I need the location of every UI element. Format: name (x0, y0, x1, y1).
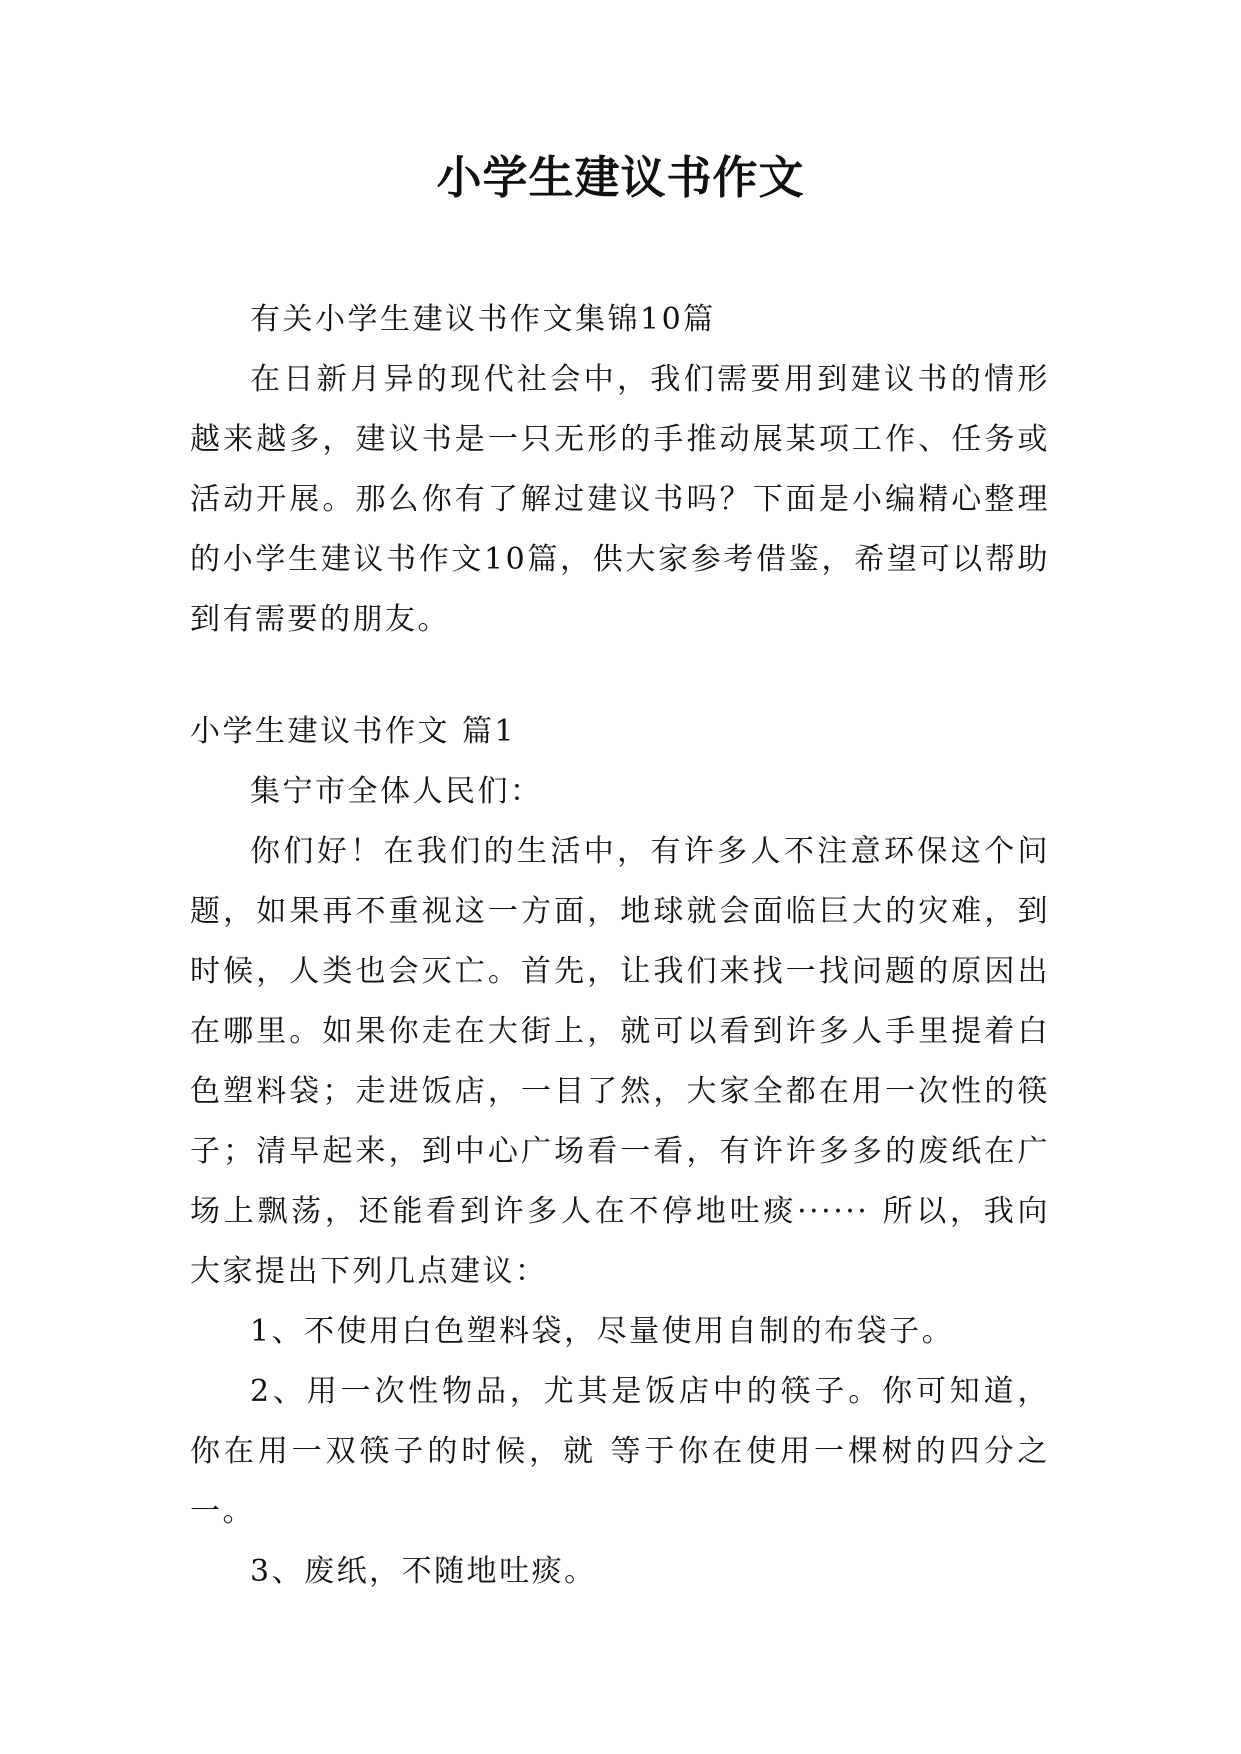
section-heading: 小学生建议书作文 篇1 (190, 714, 517, 749)
document-title: 小学生建议书作文 (436, 151, 805, 204)
intro-paragraph: 在日新月异的现代社会中，我们需要用到建议书的情形越来越多，建议书是一只无形的手推动展某项工作、任务或活动开展。那么你有了解过建议书吗？下面是小编精心整理的小学生建议书作文10篇，供大家参考借鉴，希望可以帮助到有需要的朋友。 (190, 362, 1050, 637)
salutation: 集宁市全体人民们： (250, 774, 543, 809)
intro-subtitle: 有关小学生建议书作文集锦10篇 (250, 302, 716, 337)
body-paragraph: 你们好！在我们的生活中，有许多人不注意环保这个问题，如果再不重视这一方面，地球就会面临巨大的灾难，到时候，人类也会灭亡。首先，让我们来找一找问题的原因出在哪里。如果你走在大街上，就可以看到许多人手里提着白色塑料袋；走进饭店，一目了然，大家全都在用一次性的筷子；清早起来，到中心广场看一看，有许许多多的废纸在广场上飘荡，还能看到许多人在不停地吐痰······ 所以，我向大家提出下列几点建议： (190, 834, 1050, 1289)
suggestion-1: 1、不使用白色塑料袋，尽量使用自制的布袋子。 (250, 1314, 955, 1349)
document-content (190, 290, 1050, 1602)
section-gap (190, 650, 1050, 702)
suggestion-3: 3、废纸，不随地吐痰。 (250, 1554, 597, 1589)
suggestion-2: 2、用一次性物品，尤其是饭店中的筷子。你可知道，你在用一双筷子的时候，就 等于你在使用一棵树的四分之一。 (190, 1374, 1050, 1529)
